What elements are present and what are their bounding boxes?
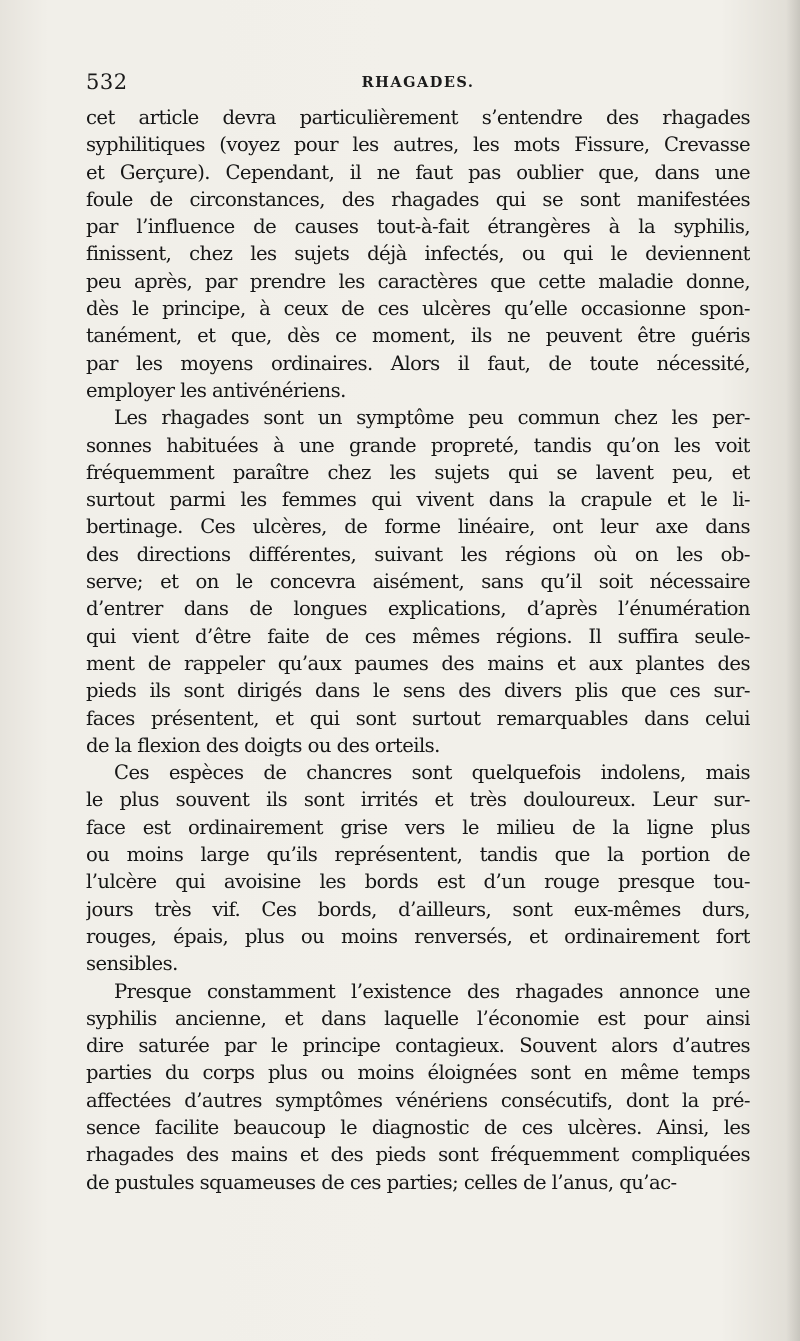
text-line: affectées d’autres symptômes vénériens consécutifs, dont la pré- (86, 1088, 750, 1112)
running-title: RHAGADES. (361, 74, 475, 91)
text-line: Ces espèces de chancres sont quelquefois indolens, mais (114, 761, 750, 785)
text-line: face est ordinairement grise vers le milieu de la ligne plus (86, 815, 750, 839)
text-line: par les moyens ordinaires. Alors il faut, de toute nécessité, (86, 351, 750, 375)
text-line: syphilitiques (voyez pour les autres, les mots Fissure, Crevasse (86, 133, 750, 157)
text-line: de la flexion des doigts ou des orteils. (86, 733, 440, 757)
text-line: fréquemment paraître chez les sujets qui se lavent peu, et (86, 460, 750, 484)
text-line: tanément, et que, dès ce moment, ils ne peuvent être guéris (86, 324, 750, 348)
text-line: et Gerçure). Cependant, il ne faut pas oublier que, dans une (86, 160, 750, 184)
text-line: foule de circonstances, des rhagades qui se sont manifestées (86, 187, 750, 211)
text-line: dire saturée par le principe contagieux. Souvent alors d’autres (86, 1034, 750, 1058)
text-line: dès le principe, à ceux de ces ulcères qu’elle occasionne spon- (86, 297, 750, 321)
text-line: d’entrer dans de longues explications, d’après l’énumération (86, 597, 750, 621)
text-line: qui vient d’être faite de ces mêmes régions. Il suffira seule- (86, 624, 750, 648)
text-line: sensibles. (86, 952, 178, 976)
text-line: ment de rappeler qu’aux paumes des mains et aux plantes des (86, 651, 750, 675)
paragraph (86, 759, 750, 977)
text-line: Les rhagades sont un symptôme peu commun chez les per- (114, 406, 750, 430)
text-line: de pustules squameuses de ces parties; celles de l’anus, qu’ac- (86, 1170, 677, 1194)
text-line: le plus souvent ils sont irrités et très douloureux. Leur sur- (86, 788, 750, 812)
body-text (86, 104, 750, 1196)
text-line: Presque constamment l’existence des rhagades annonce une (114, 979, 750, 1003)
paragraph (86, 104, 750, 404)
running-head (86, 70, 750, 100)
text-line: bertinage. Ces ulcères, de forme linéaire, ont leur axe dans (86, 515, 750, 539)
text-line: sonnes habituées à une grande propreté, tandis qu’on les voit (86, 433, 750, 457)
text-line: surtout parmi les femmes qui vivent dans la crapule et le li- (86, 488, 750, 512)
paragraph (86, 978, 750, 1196)
page-number: 532 (86, 70, 128, 94)
text-line: employer les antivénériens. (86, 378, 346, 402)
text-line: faces présentent, et qui sont surtout remarquables dans celui (86, 706, 750, 730)
text-line: l’ulcère qui avoisine les bords est d’un rouge presque tou- (86, 870, 750, 894)
paragraph (86, 404, 750, 759)
text-line: par l’influence de causes tout-à-fait étrangères à la syphilis, (86, 215, 750, 239)
text-line: ou moins large qu’ils représentent, tandis que la portion de (86, 843, 750, 867)
text-line: parties du corps plus ou moins éloignées sont en même temps (86, 1061, 750, 1085)
text-line: cet article devra particulièrement s’entendre des rhagades (86, 106, 750, 129)
text-line: jours très vif. Ces bords, d’ailleurs, sont eux-mêmes durs, (86, 897, 750, 921)
text-line: rouges, épais, plus ou moins renversés, et ordinairement fort (86, 924, 750, 948)
text-line: des directions différentes, suivant les régions où on les ob- (86, 542, 750, 566)
text-line: serve; et on le concevra aisément, sans qu’il soit nécessaire (86, 570, 750, 594)
text-line: rhagades des mains et des pieds sont fréquemment compliquées (86, 1143, 750, 1167)
text-line: peu après, par prendre les caractères que cette maladie donne, (86, 269, 750, 293)
text-line: pieds ils sont dirigés dans le sens des divers plis que ces sur- (86, 679, 750, 703)
text-line: finissent, chez les sujets déjà infectés, ou qui le deviennent (86, 242, 750, 266)
text-line: sence facilite beaucoup le diagnostic de ces ulcères. Ainsi, les (86, 1115, 750, 1139)
text-line: syphilis ancienne, et dans laquelle l’économie est pour ainsi (86, 1006, 750, 1030)
page-edge-shadow (786, 0, 800, 1341)
